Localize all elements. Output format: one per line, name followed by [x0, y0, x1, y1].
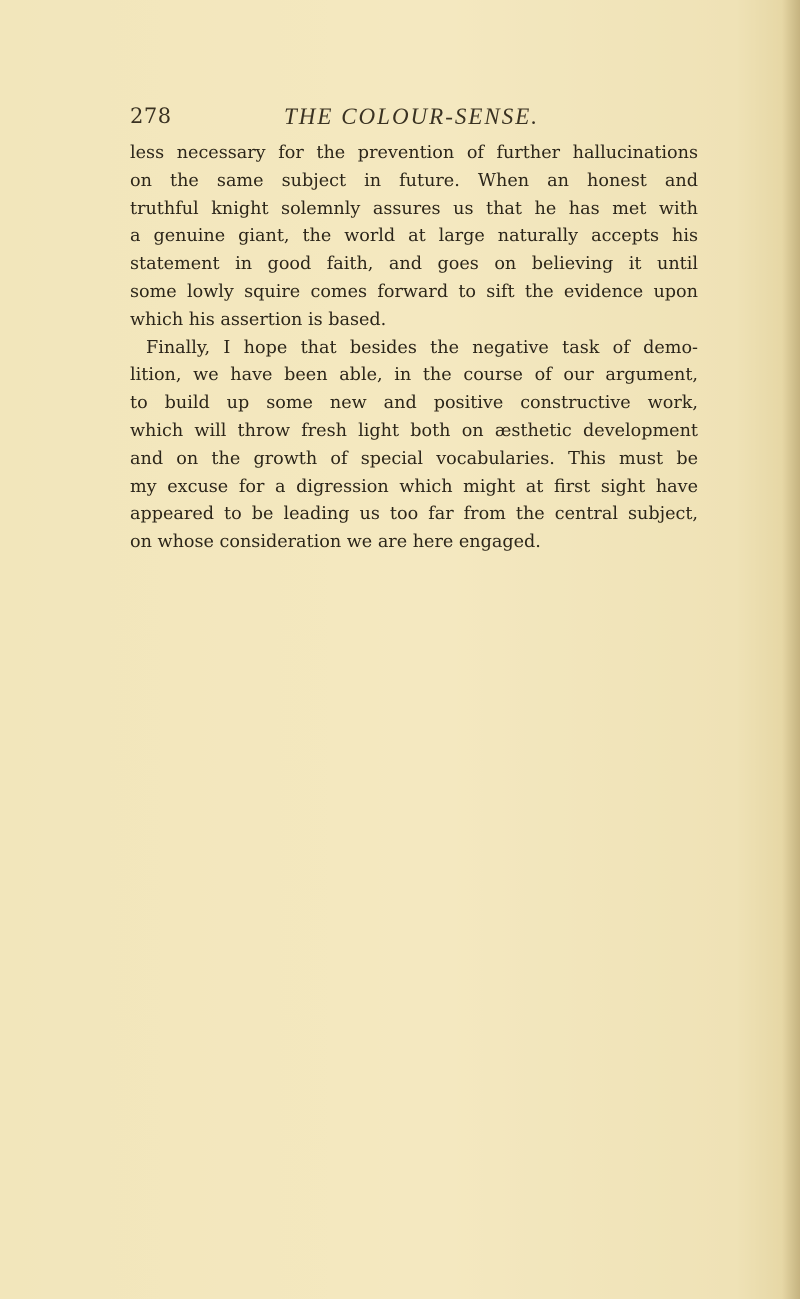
page-edge-shadow	[782, 0, 800, 1299]
paragraph-start-line: Finally, I hope that besides the negative task of demo-	[146, 337, 698, 358]
text-line: statement in good faith, and goes on believing it until	[130, 254, 698, 275]
text-line: on whose consideration we are here engaged.	[130, 532, 541, 553]
text-line: a genuine giant, the world at large naturally accepts his	[130, 226, 698, 247]
text-line: less necessary for the prevention of further hallucinations	[130, 143, 698, 163]
text-line: appeared to be leading us too far from the central subject,	[130, 504, 698, 525]
page-number: 278	[130, 104, 172, 128]
text-line: lition, we have been able, in the course of our argument,	[130, 365, 698, 386]
text-line: some lowly squire comes forward to sift the evidence upon	[130, 281, 698, 302]
text-line: my excuse for a digression which might at first sight have	[130, 476, 698, 497]
text-line: on the same subject in future. When an honest and	[130, 170, 698, 191]
running-title: THE COLOUR-SENSE.	[284, 104, 540, 129]
text-line: and on the growth of special vocabularies. This must be	[130, 448, 698, 469]
text-line: truthful knight solemnly assures us that he has met with	[130, 198, 698, 219]
running-head	[130, 104, 698, 134]
text-line: which his assertion is based.	[130, 309, 387, 330]
text-line: which will throw fresh light both on æsthetic development	[130, 420, 698, 441]
text-line: to build up some new and positive constructive work,	[130, 393, 698, 414]
body-text	[130, 140, 698, 557]
